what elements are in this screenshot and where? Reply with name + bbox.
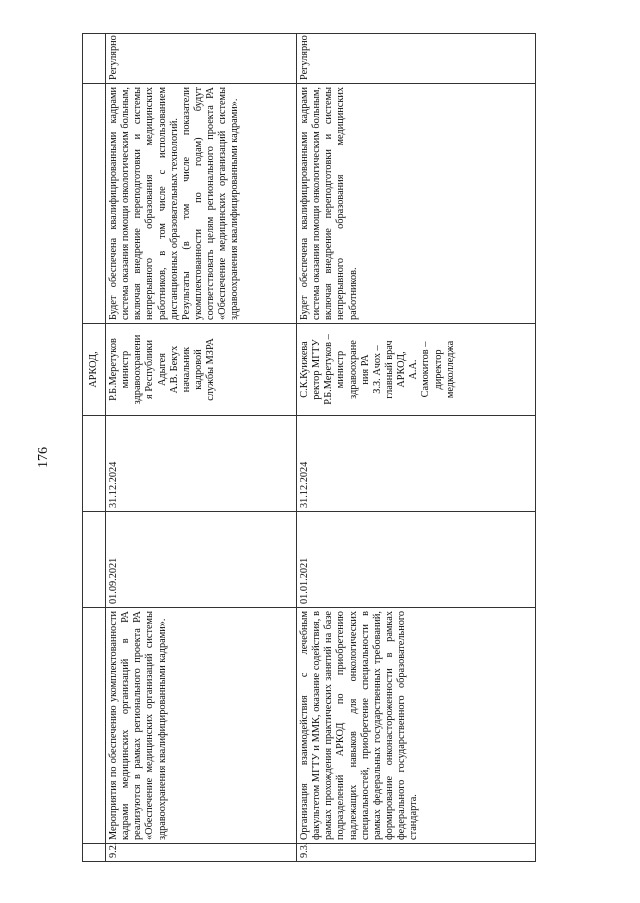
row-number: 9.2. (106, 844, 297, 862)
row-number: 9.3. (297, 844, 536, 862)
table-row (106, 34, 297, 862)
expected-result: Будет обеспечена квалифицированными кадрами система оказания помощи онкологическим больным, включая внедрение переподготовки и системы непрерывного образования медицинских работников, в том числе с использованием дистанционных образовательных технологий. Результаты (в том числе показатели укомплектованности по годам) будут соответствовать целям регионального проекта РА «Обеспечение медицинских организаций системы здравоохранения квалифицированными кадрами». (106, 84, 297, 324)
frequency: Регулярно (106, 34, 297, 84)
cell-blank (83, 844, 106, 862)
frequency: Регулярно (297, 34, 536, 84)
event-description: Организация взаимодействия с лечебным факультетом МГТУ и ММК, оказание содействия, в рамках прохождения практических занятий на базе подразделений АРКОД по приобретению надлежащих навыков для онкологических специальностей, приобретение специальности в рамках федеральных государственных требований, формирование онконастороженности в рамках федерального государственного образовательного стандарта. (297, 608, 536, 844)
end-date: 31.12.2024 (297, 416, 536, 512)
cell-blank (83, 608, 106, 844)
end-date: 31.12.2024 (106, 416, 297, 512)
start-date: 01.09.2021 (106, 512, 297, 608)
table-row (297, 34, 536, 862)
table-row-continuation (83, 34, 106, 862)
rotated-table-container (82, 34, 542, 862)
measures-table (82, 33, 536, 862)
cell-blank (83, 34, 106, 84)
cell-blank (83, 84, 106, 324)
executor-continuation: АРКОД, (83, 324, 106, 416)
executor: С.К.Куижева ректор МГТУ Р.Б.Меретуков – министр здравоохране ния РА З.З. Ачох – главный врач АРКОД, А.А. Самокитов – директор медколледжа (297, 324, 536, 416)
cell-blank (83, 416, 106, 512)
event-description: Мероприятия по обеспечению укомплектованности кадрами медицинских организаций в РА реализуются в рамках регионального проекта РА «Обеспечение медицинских организаций системы здравоохранения квалифицированными кадрами». (106, 608, 297, 844)
expected-result: Будет обеспечена квалифицированными кадрами система оказания помощи онкологическим больным, включая внедрение переподготовки и системы непрерывного образования медицинских работников. (297, 84, 536, 324)
start-date: 01.01.2021 (297, 512, 536, 608)
page-number: 176 (36, 447, 51, 468)
cell-blank (83, 512, 106, 608)
executor: Р.Б.Меретуков министр здравоохранени я Республики Адыгея А.В. Бекух начальник кадровой службы МЗРА (106, 324, 297, 416)
